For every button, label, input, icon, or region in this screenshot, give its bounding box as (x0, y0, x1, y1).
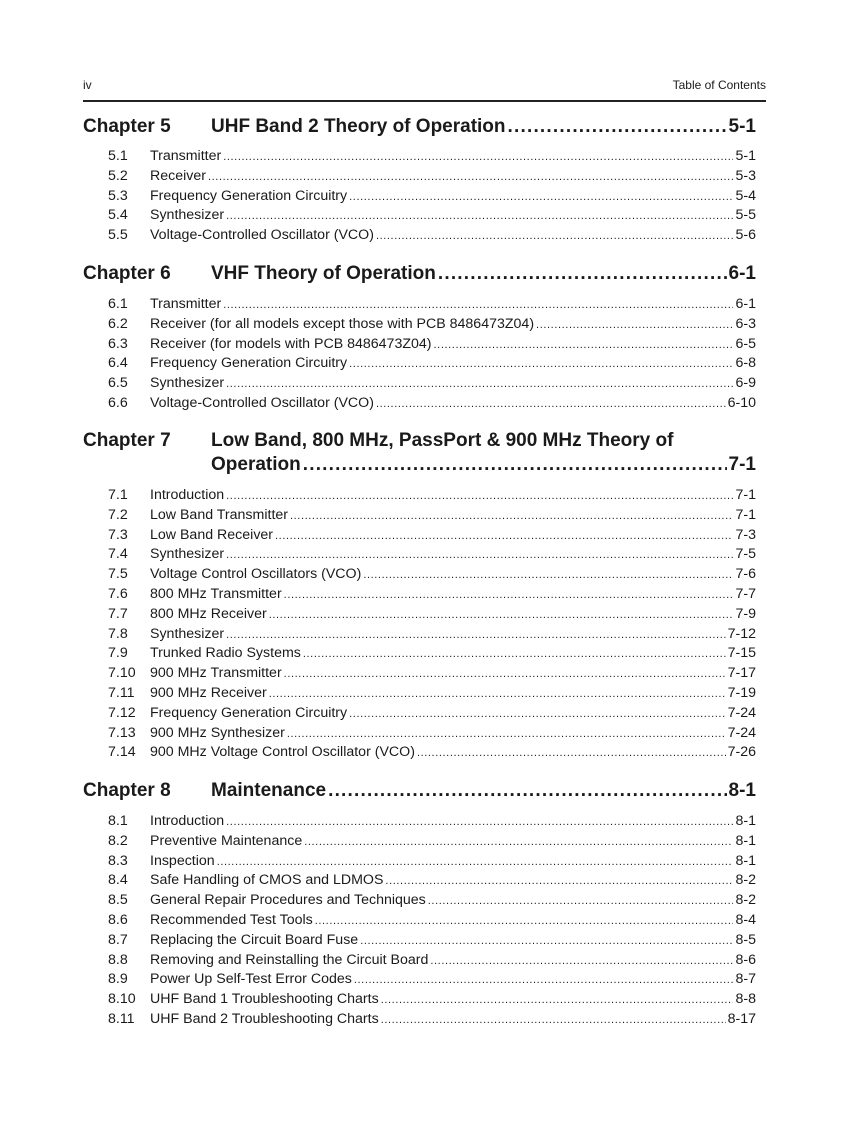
dot-leader (226, 490, 733, 502)
chapter-title-line1: Low Band, 800 MHz, PassPort & 900 MHz Theory of (211, 430, 674, 451)
section-page: 7-1 (735, 506, 756, 523)
section-number: 6.1 (108, 296, 128, 312)
section-number: 8.9 (108, 971, 128, 988)
section-page: 8-2 (735, 892, 756, 909)
section-title: Synthesizer (150, 207, 225, 224)
toc-entry[interactable] (108, 705, 756, 725)
toc-entry[interactable] (108, 527, 756, 547)
toc-entry[interactable] (108, 487, 756, 507)
section-page: 7-26 (727, 744, 756, 761)
dot-leader (381, 1014, 726, 1026)
section-title: Low Band Transmitter (150, 506, 288, 523)
section-number: 7.11 (108, 684, 135, 701)
dot-leader (284, 589, 734, 601)
chapter-6-sections (108, 296, 756, 415)
chapter-title: UHF Band 2 Theory of Operation (211, 116, 506, 137)
dot-leader (226, 378, 733, 390)
dot-leader (349, 358, 733, 370)
section-number: 5.3 (108, 187, 128, 204)
section-number: 6.5 (108, 375, 128, 392)
section-title: Transmitter (150, 148, 222, 164)
section-number: 6.2 (108, 315, 128, 332)
section-page: 6-10 (727, 394, 756, 411)
section-number: 8.2 (108, 832, 128, 849)
chapter-number: Chapter 5 (83, 116, 171, 137)
section-page: 5-3 (735, 167, 756, 184)
section-title: Synthesizer (150, 546, 225, 563)
dot-leader (290, 510, 733, 522)
dot-leader (376, 398, 726, 410)
section-number: 7.2 (108, 506, 128, 523)
dot-leader (360, 935, 733, 947)
section-title: Transmitter (150, 296, 222, 312)
section-title: 900 MHz Synthesizer (150, 724, 285, 741)
section-number: 7.13 (108, 724, 136, 741)
section-title: 900 MHz Voltage Control Oscillator (VCO) (150, 744, 415, 761)
section-page: 7-15 (727, 645, 756, 662)
dot-leader (349, 708, 725, 720)
dot-leader (434, 339, 734, 351)
page-number: iv (83, 78, 92, 92)
toc-entry[interactable] (108, 606, 756, 626)
section-page: 7-24 (727, 704, 756, 721)
section-title: Preventive Maintenance (150, 832, 303, 849)
section-number: 7.8 (108, 625, 128, 642)
section-title: Frequency Generation Circuitry (150, 704, 348, 721)
section-number: 8.10 (108, 991, 136, 1008)
dot-leader (269, 688, 726, 700)
section-title: Frequency Generation Circuitry (150, 187, 348, 204)
dot-leader (223, 299, 733, 311)
section-number: 6.4 (108, 355, 128, 372)
section-title: 800 MHz Receiver (150, 605, 267, 622)
toc-entry[interactable] (108, 932, 756, 952)
section-title: Receiver (for all models except those with PCB 8486473Z04) (150, 315, 535, 332)
section-title: Voltage-Controlled Oscillator (VCO) (150, 394, 374, 411)
section-title: 900 MHz Transmitter (150, 665, 282, 682)
dot-leader (226, 629, 725, 641)
section-page: 5-4 (735, 187, 756, 204)
toc-entry[interactable] (108, 336, 756, 356)
section-number: 7.3 (108, 526, 128, 543)
section-number: 7.10 (108, 665, 136, 682)
section-number: 8.7 (108, 931, 128, 948)
dot-leader (304, 836, 733, 848)
section-page: 5-1 (735, 148, 756, 164)
toc-entry[interactable] (108, 355, 756, 375)
toc-entry[interactable] (108, 227, 756, 247)
chapter-number: Chapter 6 (83, 263, 171, 284)
section-page: 8-8 (735, 991, 756, 1008)
toc-entry[interactable] (108, 188, 756, 208)
toc-entry[interactable] (108, 296, 756, 316)
section-number: 8.11 (108, 1010, 135, 1027)
section-number: 7.1 (108, 487, 128, 503)
toc-entry[interactable] (108, 991, 756, 1011)
section-page: 6-8 (735, 355, 756, 372)
section-number: 7.14 (108, 744, 136, 761)
chapter-7-sections (108, 487, 756, 764)
chapter-page: 6-1 (728, 263, 756, 284)
section-page: 7-6 (735, 566, 756, 583)
section-page: 5-6 (735, 227, 756, 244)
section-title: 900 MHz Receiver (150, 684, 267, 701)
section-number: 7.7 (108, 605, 128, 622)
dot-leader (284, 668, 726, 680)
dot-leader (217, 856, 734, 868)
dot-leader (328, 780, 726, 802)
section-page: 8-7 (735, 971, 756, 988)
dot-leader (385, 875, 733, 887)
section-title: Introduction (150, 487, 225, 503)
section-title: Trunked Radio Systems (150, 645, 301, 662)
toc-entry[interactable] (108, 853, 756, 873)
section-number: 6.3 (108, 335, 128, 352)
dot-leader (287, 728, 726, 740)
section-title: Voltage-Controlled Oscillator (VCO) (150, 227, 374, 244)
toc-entry[interactable] (108, 685, 756, 705)
section-number: 7.9 (108, 645, 128, 662)
section-number: 8.3 (108, 852, 128, 869)
section-page: 8-17 (727, 1010, 756, 1027)
toc-entry[interactable] (108, 207, 756, 227)
toc-entry[interactable] (108, 395, 756, 415)
dot-leader (354, 974, 734, 986)
section-title: General Repair Procedures and Techniques (150, 892, 426, 909)
section-number: 5.5 (108, 227, 128, 244)
section-title: Synthesizer (150, 375, 225, 392)
section-number: 8.6 (108, 911, 128, 928)
section-page: 6-3 (735, 315, 756, 332)
dot-leader (381, 994, 734, 1006)
section-page: 7-7 (735, 585, 756, 602)
toc-entry[interactable] (108, 744, 756, 764)
section-page: 7-12 (727, 625, 756, 642)
section-page: 7-9 (735, 605, 756, 622)
section-number: 7.4 (108, 546, 128, 563)
chapter-title-line2: Operation (211, 454, 301, 475)
section-number: 8.4 (108, 872, 128, 889)
toc-entry[interactable] (108, 546, 756, 566)
section-page: 8-1 (735, 852, 756, 869)
dot-leader (430, 955, 733, 967)
section-page: 8-6 (735, 951, 756, 968)
dot-leader (315, 915, 734, 927)
section-title: Frequency Generation Circuitry (150, 355, 348, 372)
toc-entry[interactable] (108, 566, 756, 586)
section-page: 7-24 (727, 724, 756, 741)
toc-entry[interactable] (108, 586, 756, 606)
dot-leader (269, 609, 734, 621)
section-number: 7.5 (108, 566, 128, 583)
toc-entry[interactable] (108, 1011, 756, 1031)
section-title: Low Band Receiver (150, 526, 274, 543)
section-number: 8.8 (108, 951, 128, 968)
dot-leader (428, 895, 734, 907)
toc-entry[interactable] (108, 148, 756, 168)
section-page: 7-1 (735, 487, 756, 503)
section-title: Voltage Control Oscillators (VCO) (150, 566, 362, 583)
toc-entry[interactable] (108, 375, 756, 395)
section-title: Safe Handling of CMOS and LDMOS (150, 872, 384, 889)
dot-leader (417, 747, 726, 759)
toc-entry[interactable] (108, 316, 756, 336)
section-number: 5.2 (108, 167, 128, 184)
section-number: 6.6 (108, 394, 128, 411)
toc-entry[interactable] (108, 971, 756, 991)
toc-entry[interactable] (108, 507, 756, 527)
toc-entry[interactable] (108, 168, 756, 188)
dot-leader (226, 816, 733, 828)
section-number: 5.4 (108, 207, 128, 224)
toc-entry[interactable] (108, 813, 756, 833)
section-title: Replacing the Circuit Board Fuse (150, 931, 359, 948)
chapter-8-sections (108, 813, 756, 1031)
chapter-page: 5-1 (728, 116, 756, 137)
dot-leader (376, 230, 734, 242)
section-title: Inspection (150, 852, 215, 869)
section-title: Recommended Test Tools (150, 911, 313, 928)
dot-leader (536, 319, 733, 331)
page-header (83, 76, 766, 102)
toc-entry[interactable] (108, 626, 756, 646)
section-number: 5.1 (108, 148, 128, 164)
dot-leader (363, 569, 733, 581)
section-title: Synthesizer (150, 625, 225, 642)
dot-leader (303, 648, 726, 660)
chapter-title: VHF Theory of Operation (211, 263, 436, 284)
dot-leader (349, 191, 733, 203)
section-page: 8-5 (735, 931, 756, 948)
toc-entry[interactable] (108, 872, 756, 892)
toc-entry[interactable] (108, 665, 756, 685)
section-title: UHF Band 1 Troubleshooting Charts (150, 991, 379, 1008)
section-page: 6-9 (735, 375, 756, 392)
section-number: 7.12 (108, 704, 136, 721)
section-number: 8.5 (108, 892, 128, 909)
section-page: 5-5 (735, 207, 756, 224)
dot-leader (223, 151, 733, 163)
chapter-number: Chapter 8 (83, 780, 171, 801)
dot-leader (508, 116, 727, 138)
section-title: Receiver (150, 167, 206, 184)
section-number: 8.1 (108, 813, 128, 829)
section-page: 6-5 (735, 335, 756, 352)
toc-entry[interactable] (108, 833, 756, 853)
section-title: Introduction (150, 813, 225, 829)
toc-entry[interactable] (108, 725, 756, 745)
section-page: 7-17 (727, 665, 756, 682)
dot-leader (208, 171, 734, 183)
dot-leader (438, 263, 727, 285)
chapter-5-sections (108, 148, 756, 247)
chapter-page: 7-1 (728, 454, 756, 475)
chapter-number: Chapter 7 (83, 430, 171, 451)
toc-entry[interactable] (108, 952, 756, 972)
section-title: Receiver (for models with PCB 8486473Z04) (150, 335, 432, 352)
chapter-page: 8-1 (728, 780, 756, 801)
section-page: 8-1 (735, 813, 756, 829)
toc-entry[interactable] (108, 912, 756, 932)
toc-entry[interactable] (108, 645, 756, 665)
dot-leader (226, 549, 733, 561)
section-title: Power Up Self-Test Error Codes (150, 971, 352, 988)
section-page: 7-5 (735, 546, 756, 563)
dot-leader (303, 454, 727, 476)
section-page: 6-1 (735, 296, 756, 312)
section-page: 7-3 (735, 526, 756, 543)
section-number: 7.6 (108, 585, 128, 602)
section-title: UHF Band 2 Troubleshooting Charts (150, 1010, 379, 1027)
section-page: 7-19 (727, 684, 756, 701)
section-title: 800 MHz Transmitter (150, 585, 282, 602)
chapter-title: Maintenance (211, 780, 327, 801)
running-title: Table of Contents (672, 78, 766, 92)
dot-leader (226, 210, 733, 222)
toc-entry[interactable] (108, 892, 756, 912)
section-page: 8-2 (735, 872, 756, 889)
section-page: 8-1 (735, 832, 756, 849)
dot-leader (275, 530, 733, 542)
section-title: Removing and Reinstalling the Circuit Board (150, 951, 429, 968)
section-page: 8-4 (735, 911, 756, 928)
